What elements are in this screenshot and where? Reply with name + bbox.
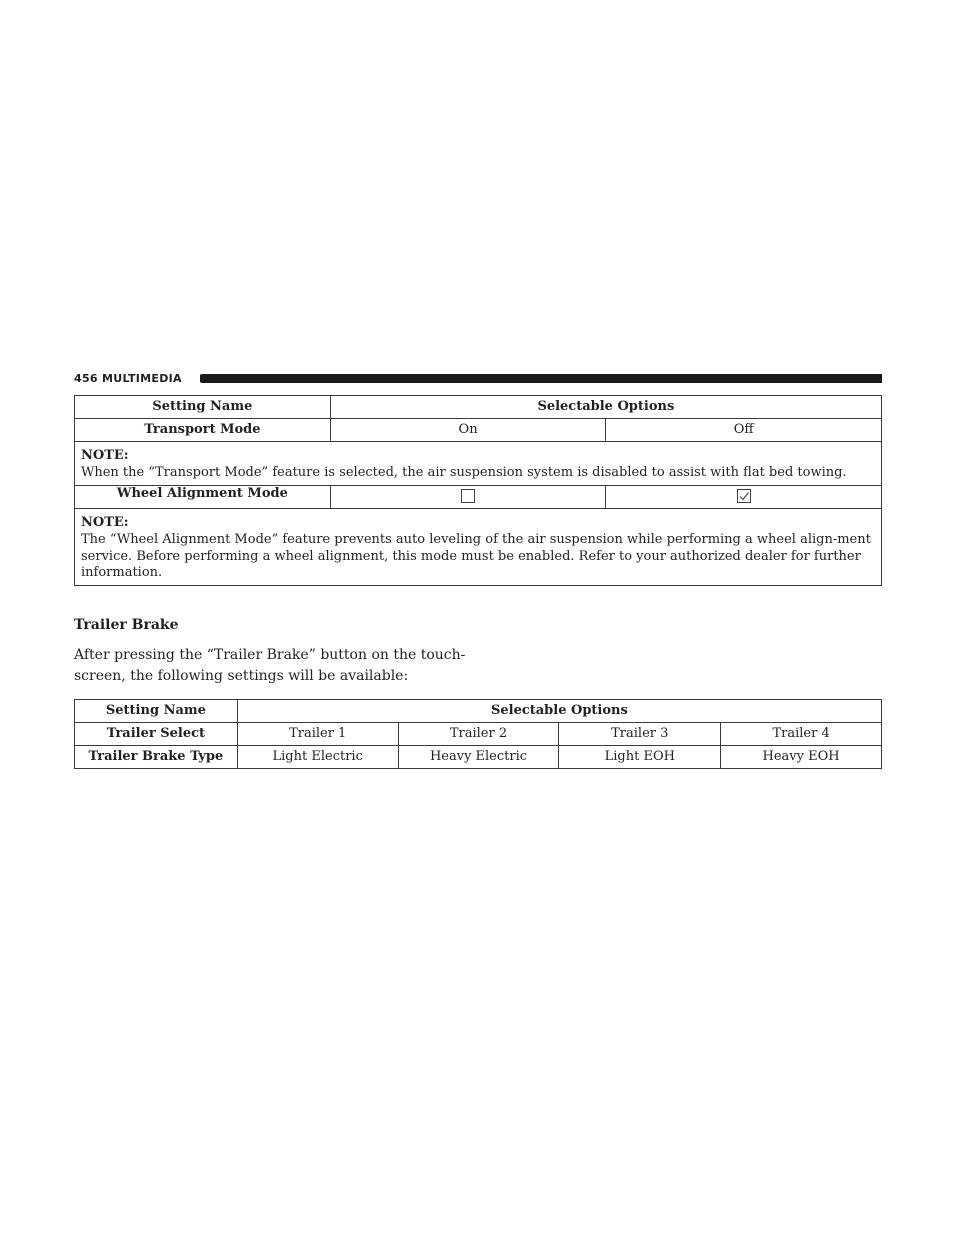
checked-checkbox-icon [737, 489, 751, 503]
note-row [75, 508, 882, 586]
option-cell: Heavy EOH [721, 746, 882, 769]
table-row [75, 746, 882, 769]
table-row [75, 723, 882, 746]
note-cell [75, 442, 882, 486]
option-on: On [330, 419, 606, 442]
column-header-setting-name: Setting Name [75, 700, 238, 723]
setting-name-wheel-alignment-mode: Wheel Alignment Mode [75, 485, 331, 508]
note-label: NOTE: [81, 514, 129, 530]
option-cell: Trailer 2 [398, 723, 559, 746]
option-cell: Trailer 4 [721, 723, 882, 746]
column-header-selectable-options: Selectable Options [237, 700, 881, 723]
setting-name-trailer-select: Trailer Select [75, 723, 238, 746]
body-line: screen, the following settings will be available: [74, 668, 409, 684]
setting-name-transport-mode: Transport Mode [75, 419, 331, 442]
body-paragraph [74, 645, 474, 687]
setting-name-trailer-brake-type: Trailer Brake Type [75, 746, 238, 769]
option-cell: Heavy Electric [398, 746, 559, 769]
page-number: 456 [74, 372, 98, 385]
section-heading-trailer-brake: Trailer Brake [74, 617, 179, 633]
option-cell: Light Electric [237, 746, 398, 769]
column-header-selectable-options: Selectable Options [330, 396, 881, 419]
table-row [75, 419, 882, 442]
column-header-setting-name: Setting Name [75, 396, 331, 419]
note-cell [75, 508, 882, 586]
table-header-row [75, 700, 882, 723]
settings-table-suspension [74, 395, 882, 586]
header-rule [200, 374, 882, 383]
empty-checkbox-icon [461, 489, 475, 503]
settings-table-trailer-brake [74, 699, 882, 769]
option-cell: Trailer 3 [559, 723, 721, 746]
body-line: After pressing the “Trailer Brake” button on the touch- [74, 647, 466, 663]
note-text: The “Wheel Alignment Mode” feature prevents auto leveling of the air suspension while performing a wheel align-ment service. Before performing a wheel alignment, this mode must be enabled. Refer to your authorized dealer for further information. [81, 531, 871, 581]
option-cell-checked [606, 485, 882, 508]
note-row [75, 442, 882, 486]
option-off: Off [606, 419, 882, 442]
page-header [74, 369, 882, 387]
table-row [75, 485, 882, 508]
table-header-row [75, 396, 882, 419]
option-cell: Light EOH [559, 746, 721, 769]
option-cell-unchecked [330, 485, 606, 508]
note-text: When the “Transport Mode” feature is selected, the air suspension system is disabled to assist with flat bed towing. [81, 464, 847, 480]
section-title: MULTIMEDIA [102, 372, 182, 385]
note-label: NOTE: [81, 448, 129, 463]
option-cell: Trailer 1 [237, 723, 398, 746]
